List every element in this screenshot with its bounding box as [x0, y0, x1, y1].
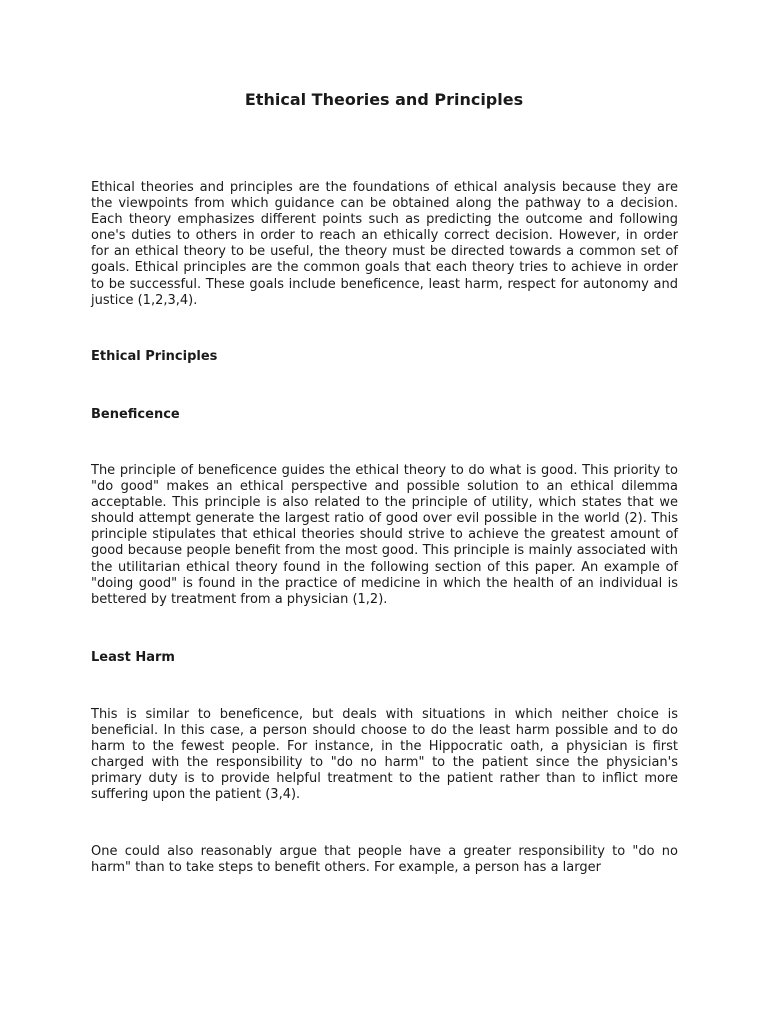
subheading-beneficence: Beneficence — [91, 407, 180, 422]
section-heading-ethical-principles: Ethical Principles — [91, 349, 218, 364]
least-harm-paragraph: This is similar to beneficence, but deals with situations in which neither choice is beneficial. In this case, a person should choose to do the least harm possible and to do harm to the fewest people. For instance, in the Hippocratic oath, a physician is first charged with the responsibility to "do no harm" to the patient since the physician's primary duty is to provide helpful treatment to the patient rather than to inflict more suffering upon the patient (3,4). — [91, 707, 678, 803]
page-title: Ethical Theories and Principles — [244, 90, 524, 109]
intro-paragraph: Ethical theories and principles are the foundations of ethical analysis because they are the viewpoints from which guidance can be obtained along the pathway to a decision. Each theory emphasizes different points such as predicting the outcome and following one's duties to others in order to reach an ethically correct decision. However, in order for an ethical theory to be useful, the theory must be directed towards a common set of goals. Ethical principles are the common goals that each theory tries to achieve in order to be successful. These goals include beneficence, least harm, respect for autonomy and justice (1,2,3,4). — [91, 180, 678, 308]
least-harm-paragraph-continued: One could also reasonably argue that people have a greater responsibility to "do no harm" than to take steps to benefit others. For example, a person has a larger — [91, 844, 678, 876]
subheading-least-harm: Least Harm — [91, 650, 175, 665]
beneficence-paragraph: The principle of beneficence guides the ethical theory to do what is good. This priority to "do good" makes an ethical perspective and possible solution to an ethical dilemma acceptable. This principle is also related to the principle of utility, which states that we should attempt generate the largest ratio of good over evil possible in the world (2). This principle stipulates that ethical theories should strive to achieve the greatest amount of good because people benefit from the most good. This principle is mainly associated with the utilitarian ethical theory found in the following section of this paper. An example of "doing good" is found in the practice of medicine in which the health of an individual is bettered by treatment from a physician (1,2). — [91, 463, 678, 607]
